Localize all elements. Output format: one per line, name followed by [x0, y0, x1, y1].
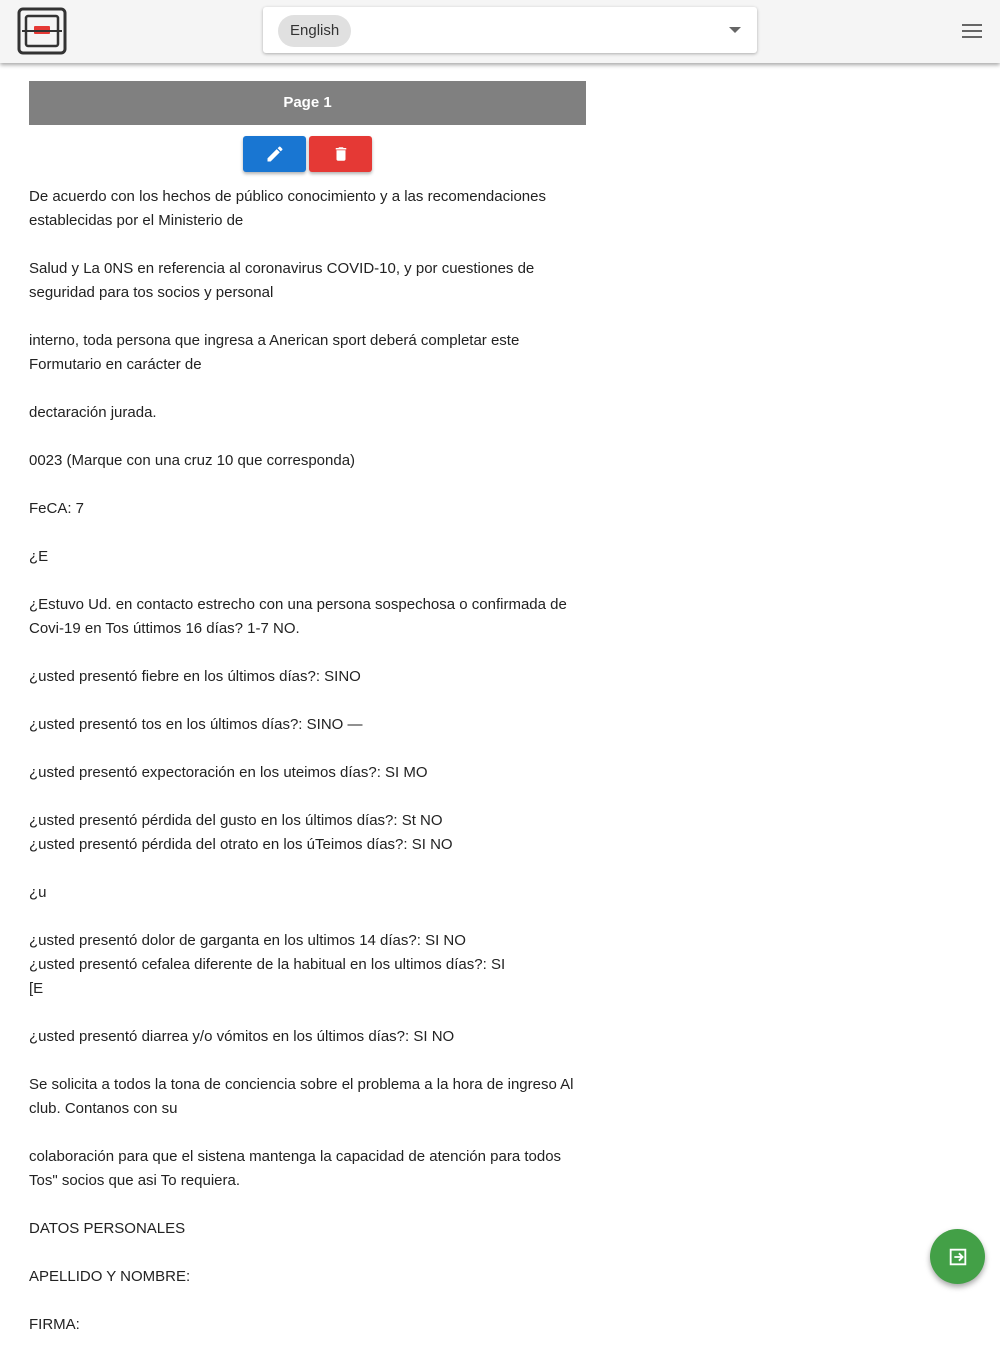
top-app-bar	[0, 0, 1000, 63]
text-paragraph	[29, 329, 589, 377]
text-paragraph	[29, 1313, 589, 1337]
text-line: DATOS PERSONALES	[29, 1220, 186, 1237]
text-line: dectaración jurada.	[29, 404, 157, 421]
text-paragraph	[29, 929, 589, 1001]
text-paragraph	[29, 1217, 589, 1241]
edit-button[interactable]	[243, 136, 306, 172]
text-paragraph	[29, 185, 589, 233]
text-line: FIRMA:	[29, 1316, 80, 1333]
text-paragraph	[29, 1073, 589, 1121]
text-paragraph	[29, 1025, 589, 1049]
text-paragraph	[29, 593, 589, 641]
text-line: [E	[29, 980, 44, 997]
text-paragraph	[29, 401, 589, 425]
text-line: Salud y La 0NS en referencia al coronavirus COVID-10, y por cuestiones de seguridad para tos socios y personal	[29, 260, 535, 301]
text-line: ¿E	[29, 548, 49, 565]
delete-button[interactable]	[309, 136, 372, 172]
language-chip[interactable]: English	[278, 15, 351, 47]
text-line: ¿usted presentó tos en los últimos días?: SINO —	[29, 716, 363, 733]
text-paragraph	[29, 665, 589, 689]
chevron-down-icon[interactable]	[729, 27, 741, 33]
text-paragraph	[29, 257, 589, 305]
text-line: ¿usted presentó expectoración en los uteimos días?: SI MO	[29, 764, 428, 781]
text-line: ¿usted presentó dolor de garganta en los ultimos 14 días?: SI NO	[29, 932, 466, 949]
text-line: FeCA: 7	[29, 500, 85, 517]
text-line: ¿Estuvo Ud. en contacto estrecho con una persona sospechosa o confirmada de Covi-19 en Tos úttimos 16 días? 1-7 NO.	[29, 596, 567, 637]
hamburger-menu-icon[interactable]	[962, 24, 982, 40]
text-paragraph	[29, 1265, 589, 1289]
text-line: ¿usted presentó cefalea diferente de la habitual en los ultimos días?: SI	[29, 956, 506, 973]
text-paragraph	[29, 449, 589, 473]
text-line: ¿u	[29, 884, 47, 901]
text-paragraph	[29, 497, 589, 521]
text-line: ¿usted presentó pérdida del otrato en los úTeimos días?: SI NO	[29, 836, 453, 853]
app-logo-icon[interactable]	[16, 6, 68, 56]
text-paragraph	[29, 881, 589, 905]
text-paragraph	[29, 809, 589, 857]
text-line: ¿usted presentó pérdida del gusto en los últimos días?: St NO	[29, 812, 443, 829]
text-paragraph	[29, 1145, 589, 1193]
text-line: ¿usted presentó diarrea y/o vómitos en los últimos días?: SI NO	[29, 1028, 455, 1045]
document-text	[29, 185, 589, 1361]
exit-icon	[947, 1246, 969, 1268]
text-line: colaboración para que el sistena mantenga la capacidad de atención para todos Tos" socios que asi To requiera.	[29, 1148, 562, 1189]
text-line: Se solicita a todos la tona de conciencia sobre el problema a la hora de ingreso Al club. Contanos con su	[29, 1076, 574, 1117]
trash-icon	[332, 144, 350, 164]
text-paragraph	[29, 713, 589, 737]
text-line: 0023 (Marque con una cruz 10 que corresponda)	[29, 452, 356, 469]
language-select[interactable]	[263, 7, 757, 53]
text-paragraph	[29, 761, 589, 785]
text-line: ¿usted presentó fiebre en los últimos días?: SINO	[29, 668, 361, 685]
pencil-icon	[265, 144, 285, 164]
text-line: interno, toda persona que ingresa a Anerican sport deberá completar este Formutario en carácter de	[29, 332, 520, 373]
text-line: De acuerdo con los hechos de público conocimiento y a las recomendaciones establecidas por el Ministerio de	[29, 188, 546, 229]
exit-fab-button[interactable]	[930, 1229, 985, 1284]
text-line: APELLIDO Y NOMBRE:	[29, 1268, 191, 1285]
page-title: Page 1	[29, 81, 586, 125]
text-paragraph	[29, 545, 589, 569]
